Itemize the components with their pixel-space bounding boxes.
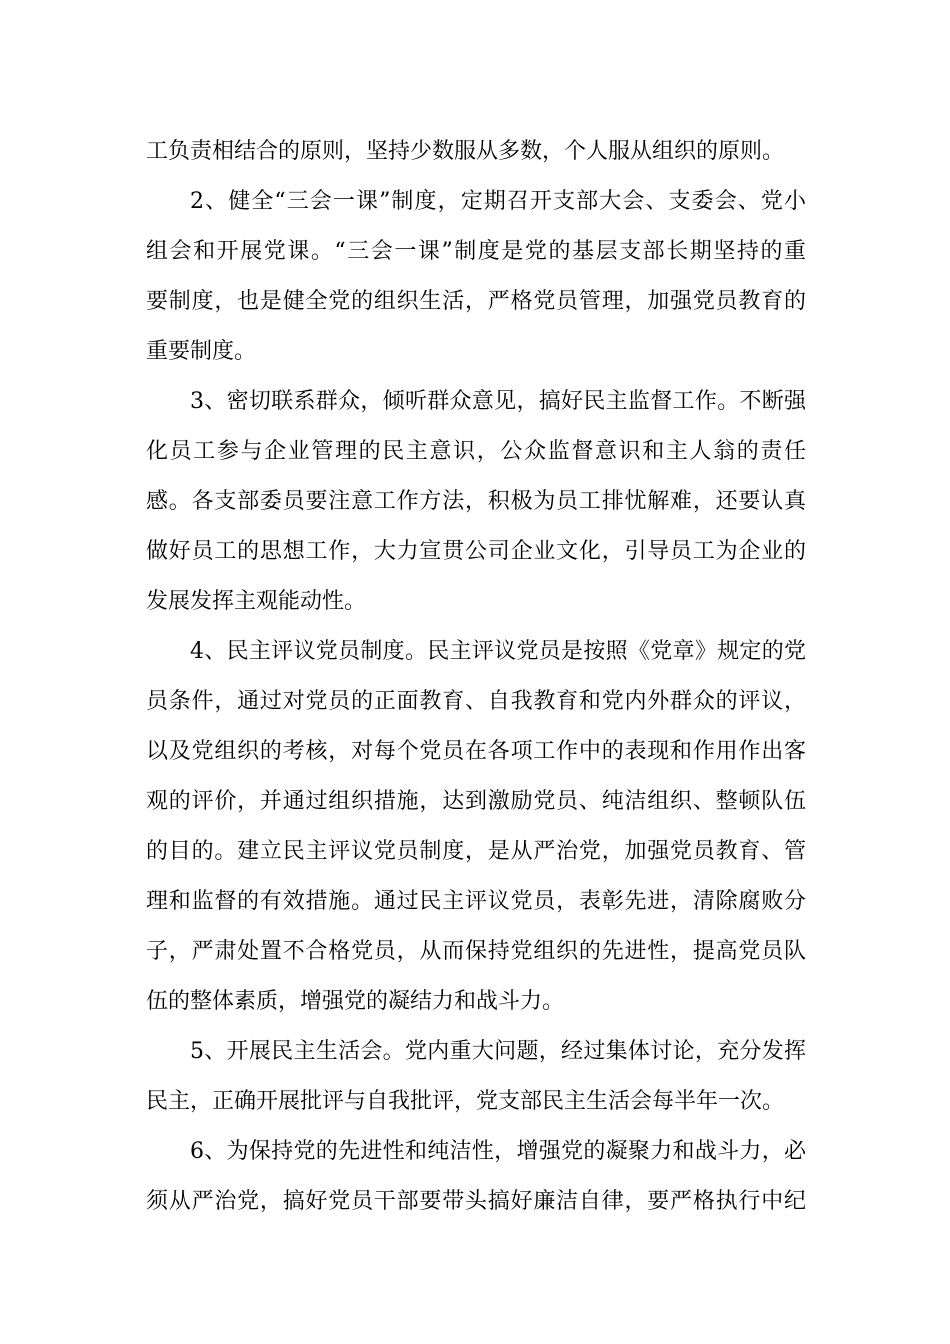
body-line-19: 5、开展民主生活会。党内重大问题，经过集体讨论，充分发挥 (190, 1039, 806, 1064)
body-line-17: 子，严肃处置不合格党员，从而保持党组织的先进性，提高党员队 (146, 939, 806, 964)
body-line-22: 须从严治党，搞好党员干部要带头搞好廉洁自律，要严格执行中纪 (146, 1189, 806, 1214)
body-line-21: 6、为保持党的先进性和纯洁性，增强党的凝聚力和战斗力，必 (190, 1139, 806, 1164)
body-line-5: 重要制度。 (146, 339, 257, 364)
body-line-4: 要制度，也是健全党的组织生活，严格党员管理，加强党员教育的 (146, 289, 806, 314)
body-line-11: 4、民主评议党员制度。民主评议党员是按照《党章》规定的党 (190, 639, 806, 664)
body-line-2: 2、健全“三会一课”制度，定期召开支部大会、支委会、党小 (190, 189, 806, 214)
body-line-12: 员条件，通过对党员的正面教育、自我教育和党内外群众的评议， (146, 689, 806, 714)
body-line-18: 伍的整体素质，增强党的凝结力和战斗力。 (146, 989, 565, 1014)
body-line-6: 3、密切联系群众，倾听群众意见，搞好民主监督工作。不断强 (190, 389, 806, 414)
body-line-9: 做好员工的思想工作，大力宣贯公司企业文化，引导员工为企业的 (146, 539, 806, 564)
body-line-14: 观的评价，并通过组织措施，达到激励党员、纯洁组织、整顿队伍 (146, 789, 806, 814)
document-body (146, 127, 806, 1227)
body-line-13: 以及党组织的考核，对每个党员在各项工作中的表现和作用作出客 (146, 739, 806, 764)
body-line-10: 发展发挥主观能动性。 (146, 589, 367, 614)
body-line-16: 理和监督的有效措施。通过民主评议党员，表彰先进，清除腐败分 (146, 889, 806, 914)
body-line-7: 化员工参与企业管理的民主意识，公众监督意识和主人翁的责任 (146, 439, 806, 464)
body-line-20: 民主，正确开展批评与自我批评，党支部民主生活会每半年一次。 (146, 1089, 785, 1114)
body-line-3: 组会和开展党课。“三会一课”制度是党的基层支部长期坚持的重 (146, 239, 806, 264)
body-line-8: 感。各支部委员要注意工作方法，积极为员工排忧解难，还要认真 (146, 489, 806, 514)
body-line-15: 的目的。建立民主评议党员制度，是从严治党，加强党员教育、管 (146, 839, 806, 864)
body-line-1: 工负责相结合的原则，坚持少数服从多数，个人服从组织的原则。 (146, 139, 785, 164)
